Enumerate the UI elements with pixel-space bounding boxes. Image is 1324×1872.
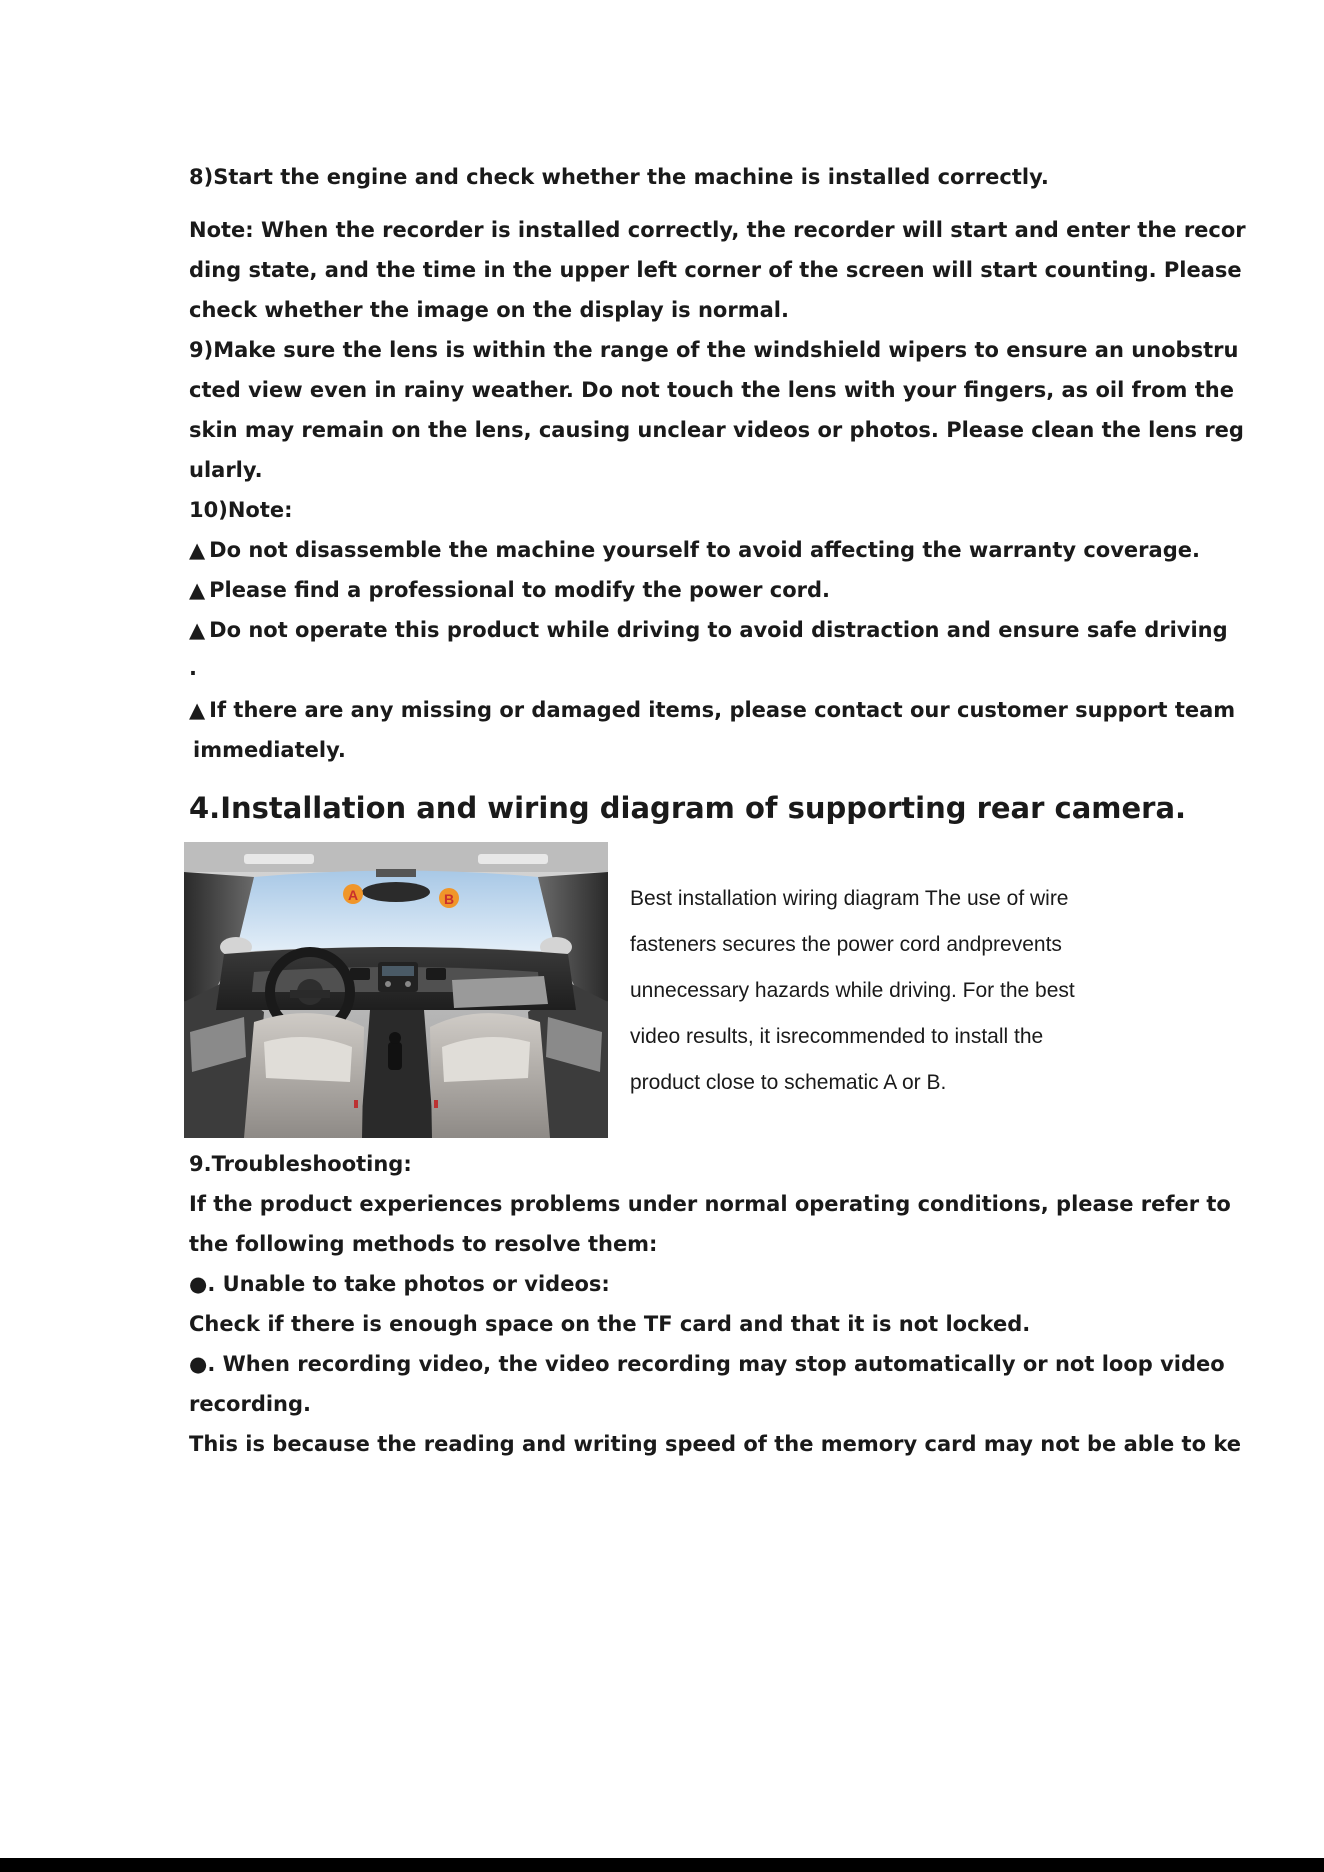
note-item: ▲ Please find a professional to modify the power cord. [189,578,831,602]
note-item: ▲ If there are any missing or damaged items, please contact our customer support team [189,698,1236,722]
warning-triangle-icon: ▲ [189,698,206,722]
car-interior-photo [184,842,608,1138]
troubleshooting-item-title: ●. When recording video, the video recording may stop automatically or not loop video [189,1352,1225,1376]
note-line-3: check whether the image on the display is normal. [189,298,789,322]
section-heading: 4.Installation and wiring diagram of supporting rear camera. [189,791,1187,825]
warning-triangle-icon: ▲ [189,538,206,562]
step-9-line-1: 9)Make sure the lens is within the range of the windshield wipers to ensure an unobstru [189,338,1239,362]
troubleshooting-item-text: Check if there is enough space on the TF card and that it is not locked. [189,1312,1031,1336]
troubleshooting-intro-2: the following methods to resolve them: [189,1232,658,1256]
warning-triangle-icon: ▲ [189,578,206,602]
step-9-line-2: cted view even in rainy weather. Do not touch the lens with your fingers, as oil from the [189,378,1234,402]
note-item: ▲ Do not operate this product while driving to avoid distraction and ensure safe driving [189,618,1228,642]
troubleshooting-item-text: This is because the reading and writing speed of the memory card may not be able to ke [189,1432,1241,1456]
bottom-edge-bar [0,1858,1324,1872]
note-item-tail: . [189,656,197,680]
note-item: ▲ Do not disassemble the machine yourself to avoid affecting the warranty coverage. [189,538,1200,562]
troubleshooting-item-title-tail: recording. [189,1392,312,1416]
caption-line: product close to schematic A or B. [630,1071,947,1094]
caption-line: unnecessary hazards while driving. For the best [630,979,1075,1002]
marker-a-label: A [347,887,359,903]
bullet-icon: ● [189,1352,208,1376]
note-line-1: Note: When the recorder is installed correctly, the recorder will start and enter the recor [189,218,1246,242]
bullet-icon: ● [189,1272,208,1296]
caption-line: Best installation wiring diagram The use of wire [630,887,1069,910]
troubleshooting-heading: 9.Troubleshooting: [189,1152,412,1176]
troubleshooting-item-title: ●. Unable to take photos or videos: [189,1272,610,1296]
marker-b-label: B [443,891,455,907]
caption-line: video results, it isrecommended to install the [630,1025,1044,1048]
step-9-line-4: ularly. [189,458,263,482]
warning-triangle-icon: ▲ [189,618,206,642]
step-10-heading: 10)Note: [189,498,293,522]
troubleshooting-intro-1: If the product experiences problems under normal operating conditions, please refer to [189,1192,1231,1216]
caption-line: fasteners secures the power cord andprevents [630,933,1062,956]
note-line-2: ding state, and the time in the upper left corner of the screen will start counting. Please [189,258,1242,282]
note-item-tail: immediately. [193,738,346,762]
step-9-line-3: skin may remain on the lens, causing unclear videos or photos. Please clean the lens reg [189,418,1244,442]
step-8-text: 8)Start the engine and check whether the machine is installed correctly. [189,165,1049,189]
